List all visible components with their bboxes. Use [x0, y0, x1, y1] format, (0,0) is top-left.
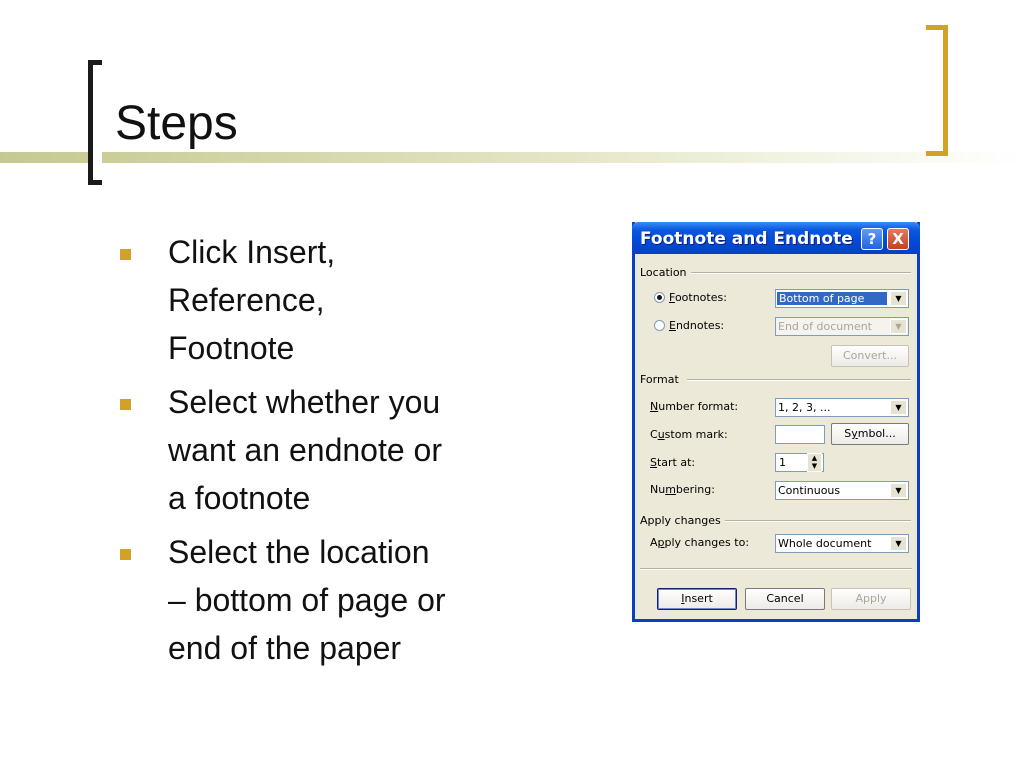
square-bullet-icon	[120, 399, 131, 410]
apply-changes-group-divider	[725, 520, 911, 522]
endnotes-label: Endnotes:	[669, 319, 725, 332]
chevron-down-icon[interactable]: ▼	[890, 291, 907, 306]
location-group-label: Location	[640, 266, 687, 279]
number-format-label: Number format:	[650, 400, 739, 413]
endnotes-location-value: End of document	[778, 320, 872, 333]
start-at-value: 1	[779, 456, 786, 469]
apply-button[interactable]: Apply	[831, 588, 911, 610]
format-group-label: Format	[640, 373, 679, 386]
slide-title: Steps	[115, 97, 238, 150]
footnotes-location-value: Bottom of page	[777, 292, 887, 305]
convert-button[interactable]: Convert...	[831, 345, 909, 367]
bullet-item	[118, 378, 538, 522]
numbering-value: Continuous	[778, 484, 841, 497]
footnotes-radio[interactable]	[654, 292, 665, 303]
footnotes-label: Footnotes:	[669, 291, 727, 304]
start-at-label: Start at:	[650, 456, 696, 469]
number-format-value: 1, 2, 3, ...	[778, 401, 831, 414]
bullet-item	[118, 528, 538, 672]
number-format-select[interactable]	[775, 398, 909, 417]
footnote-endnote-dialog	[632, 222, 920, 622]
bullet-text: Select the location – bottom of page or end of the paper	[168, 534, 446, 666]
square-bullet-icon	[120, 549, 131, 560]
chevron-down-icon[interactable]: ▼	[890, 483, 907, 498]
symbol-button[interactable]: Symbol...	[831, 423, 909, 445]
left-bracket-decoration	[88, 60, 102, 185]
endnotes-radio[interactable]	[654, 320, 665, 331]
apply-changes-to-value: Whole document	[778, 537, 872, 550]
help-icon[interactable]: ?	[861, 228, 883, 250]
chevron-down-icon[interactable]: ▼	[890, 400, 907, 415]
numbering-label: Numbering:	[650, 483, 715, 496]
right-bracket-decoration	[926, 25, 948, 156]
cancel-button[interactable]: Cancel	[745, 588, 825, 610]
numbering-select[interactable]	[775, 481, 909, 500]
custom-mark-label: Custom mark:	[650, 428, 728, 441]
bullet-item	[118, 228, 538, 372]
apply-changes-to-select[interactable]	[775, 534, 909, 553]
spin-buttons[interactable]: ▲ ▼	[807, 453, 822, 472]
close-icon[interactable]: X	[887, 228, 909, 250]
custom-mark-input[interactable]	[775, 425, 825, 444]
chevron-down-icon[interactable]: ▼	[890, 319, 907, 334]
start-at-input[interactable]	[775, 453, 824, 472]
bullet-text: Select whether you want an endnote or a footnote	[168, 384, 442, 516]
location-group-divider	[691, 272, 911, 274]
apply-changes-to-label: Apply changes to:	[650, 536, 750, 549]
dialog-title: Footnote and Endnote	[640, 229, 853, 249]
footnotes-location-select[interactable]	[775, 289, 909, 308]
format-group-divider	[687, 379, 911, 381]
title-accent-bar	[0, 152, 1024, 163]
dialog-titlebar[interactable]	[632, 222, 920, 254]
button-separator	[640, 568, 912, 570]
bullet-list	[118, 228, 538, 678]
chevron-down-icon[interactable]: ▼	[890, 536, 907, 551]
insert-button[interactable]: Insert	[657, 588, 737, 610]
square-bullet-icon	[120, 249, 131, 260]
bullet-text: Click Insert, Reference, Footnote	[168, 234, 336, 366]
endnotes-location-select[interactable]	[775, 317, 909, 336]
apply-changes-group-label: Apply changes	[640, 514, 721, 527]
